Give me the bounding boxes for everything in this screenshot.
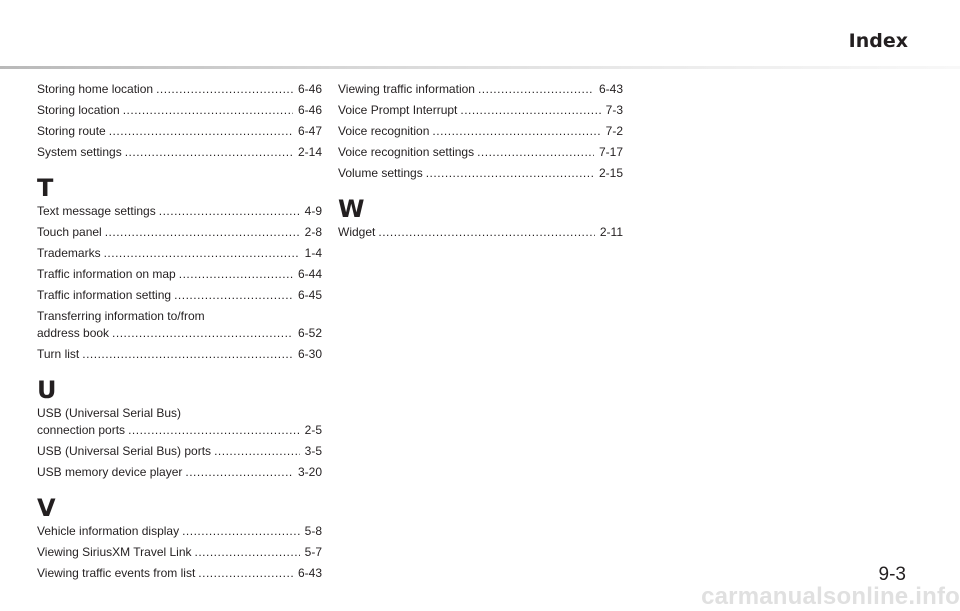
entry-page: 7-3 [605, 103, 623, 117]
dot-leader [185, 465, 293, 479]
entry-page: 1-4 [304, 246, 322, 260]
entry-text: USB (Universal Serial Bus) ports [37, 444, 212, 458]
entry-text-line2: address book [37, 326, 110, 340]
index-entry [338, 145, 623, 159]
entry-page: 6-47 [297, 124, 322, 138]
entry-text: System settings [37, 145, 122, 159]
entry-text: Viewing traffic information [338, 82, 475, 96]
entry-text: Traffic information setting [37, 288, 172, 302]
index-entry [37, 566, 322, 580]
dot-leader [159, 204, 300, 218]
entry-text: Widget [338, 225, 376, 239]
entry-page: 7-2 [605, 124, 623, 138]
entry-text: Trademarks [37, 246, 101, 260]
entry-text: Storing route [37, 124, 106, 138]
entry-text: Touch panel [37, 225, 102, 239]
entry-page: 2-11 [599, 225, 623, 239]
dot-leader [104, 246, 300, 260]
index-entry [37, 465, 322, 479]
index-entry-multiline [37, 406, 322, 437]
dot-leader [432, 124, 600, 138]
index-entry [37, 82, 322, 96]
index-entry [37, 124, 322, 138]
dot-leader [112, 326, 293, 340]
entry-text: USB memory device player [37, 465, 183, 479]
index-entry [338, 82, 623, 96]
dot-leader [378, 225, 595, 239]
entry-page: 7-17 [598, 145, 623, 159]
entry-text-line2: connection ports [37, 423, 126, 437]
dot-leader [82, 347, 293, 361]
dot-leader [128, 423, 300, 437]
index-entry [338, 166, 623, 180]
entry-page: 2-14 [297, 145, 322, 159]
entry-text: Voice Prompt Interrupt [338, 103, 458, 117]
watermark: carmanualsonline.info [701, 583, 960, 610]
entry-text: Text message settings [37, 204, 156, 218]
entry-text: Viewing SiriusXM Travel Link [37, 545, 192, 559]
entry-text: Viewing traffic events from list [37, 566, 196, 580]
page-number: 9-3 [878, 564, 906, 585]
section-letter-u: U [37, 376, 57, 404]
entry-page: 2-8 [304, 225, 322, 239]
entry-text: Voice recognition settings [338, 145, 475, 159]
index-entry [37, 545, 322, 559]
dot-leader [156, 82, 293, 96]
entry-page: 6-46 [297, 103, 322, 117]
index-entry-multiline [37, 309, 322, 340]
dot-leader [182, 524, 300, 538]
index-column-left [37, 82, 322, 587]
index-entry [338, 225, 623, 239]
entry-text: Voice recognition [338, 124, 430, 138]
dot-leader [179, 267, 293, 281]
entry-page: 3-20 [297, 465, 322, 479]
entry-page: 6-45 [297, 288, 322, 302]
dot-leader [174, 288, 293, 302]
entry-text: Traffic information on map [37, 267, 176, 281]
entry-page: 6-30 [297, 347, 322, 361]
index-entry [338, 124, 623, 138]
entry-page: 3-5 [304, 444, 322, 458]
dot-leader [123, 103, 293, 117]
entry-text: Turn list [37, 347, 80, 361]
entry-page: 6-44 [297, 267, 322, 281]
entry-page: 6-43 [598, 82, 623, 96]
dot-leader [460, 103, 600, 117]
dot-leader [478, 82, 594, 96]
index-entry [37, 225, 322, 239]
dot-leader [198, 566, 293, 580]
section-letter-w: W [338, 195, 365, 223]
entry-page: 5-8 [304, 524, 322, 538]
index-entry [37, 267, 322, 281]
entry-page: 2-15 [598, 166, 623, 180]
index-entry [37, 204, 322, 218]
entry-text: Storing location [37, 103, 120, 117]
section-letter-v: V [37, 494, 56, 522]
dot-leader [214, 444, 300, 458]
dot-leader [477, 145, 594, 159]
dot-leader [105, 225, 300, 239]
entry-text: Vehicle information display [37, 524, 180, 538]
index-entry [338, 103, 623, 117]
index-entry [37, 246, 322, 260]
dot-leader [125, 145, 293, 159]
entry-page: 5-7 [304, 545, 322, 559]
dot-leader [195, 545, 300, 559]
entry-page: 6-43 [297, 566, 322, 580]
index-entry [37, 444, 322, 458]
entry-page: 2-5 [304, 423, 322, 437]
index-entry [37, 524, 322, 538]
dot-leader [109, 124, 293, 138]
index-entry [37, 347, 322, 361]
header-rule [0, 66, 960, 69]
index-entry [37, 103, 322, 117]
entry-text: Volume settings [338, 166, 423, 180]
index-column-right [338, 82, 623, 246]
page-title: Index [848, 30, 908, 52]
entry-page: 6-52 [297, 326, 322, 340]
entry-text: Storing home location [37, 82, 154, 96]
dot-leader [426, 166, 594, 180]
entry-text-line1: USB (Universal Serial Bus) [37, 406, 182, 420]
entry-page: 4-9 [304, 204, 322, 218]
section-letter-t: T [37, 174, 54, 202]
entry-text-line1: Transferring information to/from [37, 309, 205, 323]
index-entry [37, 145, 322, 159]
index-entry [37, 288, 322, 302]
entry-page: 6-46 [297, 82, 322, 96]
